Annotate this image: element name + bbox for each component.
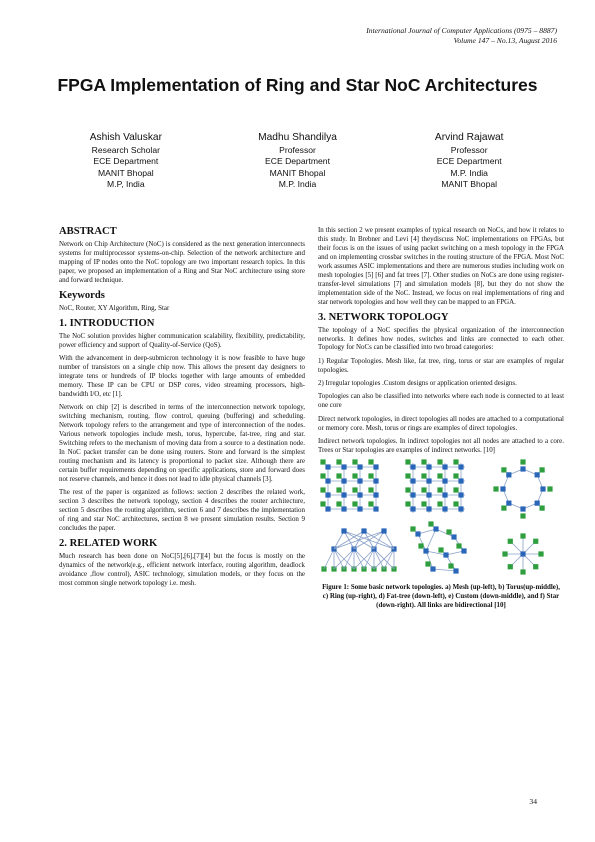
paragraph: Much research has been done on NoC[5],[6],[7][4] but the focus is mostly on the dynamics of the network(e.g., efficient network interface, routing algorithm, deadlock avoidance ,flow control), ASIC technology, simulation models, or they focus on the most common single network topology i.e. mesh.: [59, 551, 305, 587]
ring-core: [501, 468, 506, 473]
torus-switch: [442, 493, 447, 498]
custom-switch: [461, 549, 466, 554]
torus-switch: [442, 465, 447, 470]
star-core: [508, 539, 513, 544]
torus-core: [453, 460, 458, 465]
journal-volume: Volume 147 – No.13, August 2016: [453, 36, 557, 45]
custom-switch: [453, 569, 458, 574]
paragraph: Topologies can also be classified into networks where each node is connected to at least one core: [318, 392, 564, 410]
torus-core: [421, 460, 426, 465]
mesh-core: [368, 460, 373, 465]
custom-link: [418, 529, 436, 534]
ring-switch: [535, 473, 540, 478]
fat-tree-link: [374, 549, 384, 569]
star-core: [533, 564, 538, 569]
paragraph: The rest of the paper is organized as follows: section 2 describes the related work, section 3 describes the network topology, section 4 describes the router architecture, section 5 describes the routing algorithm, section 6 and 7 describes the implementation of ring and star NoC architectures, section 8 we present simulation results. Section 9 concludes the paper.: [59, 488, 305, 532]
fat-tree-link: [334, 549, 344, 569]
ring-core: [520, 514, 525, 519]
custom-switch: [443, 553, 448, 558]
mesh-switch: [357, 493, 362, 498]
custom-core: [448, 564, 453, 569]
right-column: [318, 226, 564, 610]
custom-link: [426, 529, 436, 551]
journal-name: International Journal of Computer Applications (0975 – 8887): [366, 26, 557, 35]
mesh-core: [368, 474, 373, 479]
torus-core: [405, 502, 410, 507]
keywords-heading: Keywords: [59, 289, 105, 301]
torus-core: [421, 474, 426, 479]
custom-core: [410, 527, 415, 532]
mesh-core: [352, 474, 357, 479]
paragraph: The NoC solution provides higher communication scalability, flexibility, predictability, power efficiency and support of Quality-of-Service (QoS).: [59, 331, 305, 349]
abstract-text: Network on Chip Architecture (NoC) is considered as the next generation interconnects systems for multiprocessor systems-on-chip. Selection of the network architecture and mapping of IP nodes onto the NoC topology are two important research topics. In this paper, we proposed an implementation of a Ring and Star NoC architecture using store and forward technique.: [59, 240, 305, 284]
introduction-heading: 1. INTRODUCTION: [59, 317, 155, 329]
torus-core: [405, 460, 410, 465]
fat-tree-switch: [381, 529, 386, 534]
abstract-heading: ABSTRACT: [59, 226, 117, 237]
ring-switch: [535, 501, 540, 506]
mesh-core: [336, 488, 341, 493]
author-affil: ECE Department: [93, 156, 159, 167]
torus-core: [437, 502, 442, 507]
author-affil: MANIT Bhopal: [441, 178, 498, 189]
mesh-switch: [373, 493, 378, 498]
custom-core: [428, 522, 433, 527]
star-core: [520, 570, 525, 575]
mesh-core: [320, 502, 325, 507]
ring-switch: [540, 487, 545, 492]
torus-switch: [458, 507, 463, 512]
custom-switch: [451, 535, 456, 540]
keywords-text: NoC, Router, XY Algorithm, Ring, Star: [59, 303, 170, 312]
author-affil: Professor: [450, 145, 488, 155]
torus-switch: [410, 479, 415, 484]
author-3: [383, 131, 555, 190]
related-work-heading: 2. RELATED WORK: [59, 537, 158, 549]
ring-core: [539, 468, 544, 473]
paragraph: With the advancement in deep-submicron technology it is now feasible to have huge number of transistors on a single chip now. This allows the present day designers to integrate tens or hundreds of IP blocks together with large amounts of embedded memory. These IP can be CPU or DSP cores, video streaming processors, high-bandwidth I/O, etc [1].: [59, 354, 305, 398]
mesh-switch: [325, 493, 330, 498]
paragraph: Network on chip [2] is described in terms of the interconnection network topology, switching mechanism, routing, flow control, queuing (buffering) and scheduling. Network topology refers to the arrangement and type of interconnection of the nodes. Various network topologies include mesh, torus, hypercube, fat-tree, ring and star. Switching refers to the mechanism of moving data from a source to a destination node. In NoC packet transfer can be done using routers. Store and forward is the simplest routing mechanism and its latency is proportional to packet size. Although there are certain buffer requirements depending on specific applications, store and forward does not reserve channels, and hence it does not lead to idle physical channels [3].: [59, 403, 305, 483]
mesh-core: [368, 488, 373, 493]
paragraph: 1) Regular Topologies. Mesh like, fat tree, ring, torus or star are examples of regular topologies.: [318, 356, 564, 374]
figure-caption: Figure 1: Some basic network topologies. a) Mesh (up-left), b) Torus(up-middle), c) Ring (up-right), d) Fat-tree (down-left), e) Custom (down-middle), and f) Star (down-right). All links are bidirectional [10]: [322, 583, 560, 610]
ring-switch: [520, 507, 525, 512]
mesh-switch: [325, 507, 330, 512]
torus-core: [437, 488, 442, 493]
author-affil: M.P. India: [450, 167, 488, 178]
fat-tree-link: [344, 549, 354, 569]
custom-core: [438, 548, 443, 553]
torus-core: [421, 502, 426, 507]
torus-switch: [410, 493, 415, 498]
custom-link: [433, 569, 456, 571]
mesh-core: [352, 460, 357, 465]
author-affil: Research Scholar: [91, 145, 160, 155]
star-core: [502, 552, 507, 557]
author-name: Madhu Shandilya: [258, 132, 337, 143]
fat-tree-switch: [361, 529, 366, 534]
figure-1: [318, 459, 564, 579]
mesh-switch: [325, 479, 330, 484]
mesh-switch: [325, 465, 330, 470]
author-1: [40, 131, 212, 190]
paragraph: In this section 2 we present examples of typical research on NoCs, and how it relates to this study. In Brebner and Levi [4] theydiscuss NoC implementations on FPGAs, but their focus is on the issues of using packet switching on a mesh topology in the FPGA and on implementing crossbar switches in the routing structure of the FPGA. Most NoC work assumes ASIC implementations and there are numerous studies including work on mesh topologies [5] [6] and fat trees [7]. Other studies on NoCs are done using register-transfer-level simulations [7] and simulation models [8], but they do not show the implementation side of the NoC. Instead, we focus on real implementations of ring and star network topologies and how well they can be mapped to an FPGA.: [318, 226, 564, 306]
ring-core: [539, 506, 544, 511]
star-hub: [520, 552, 525, 557]
fat-tree-link: [364, 549, 374, 569]
ring-switch: [506, 473, 511, 478]
mesh-core: [320, 474, 325, 479]
torus-core: [453, 488, 458, 493]
ring-switch: [506, 501, 511, 506]
custom-switch: [430, 567, 435, 572]
mesh-core: [320, 488, 325, 493]
ring-core: [520, 460, 525, 465]
custom-core: [446, 530, 451, 535]
mesh-core: [336, 474, 341, 479]
torus-switch: [442, 507, 447, 512]
custom-switch: [415, 532, 420, 537]
author-name: Ashish Valuskar: [89, 132, 162, 143]
ring-switch: [500, 487, 505, 492]
ring-core: [547, 487, 552, 492]
torus-switch: [410, 507, 415, 512]
star-core: [533, 539, 538, 544]
mesh-switch: [357, 479, 362, 484]
author-affil: ECE Department: [436, 156, 502, 167]
mesh-core: [352, 488, 357, 493]
torus-core: [405, 488, 410, 493]
journal-header: [366, 26, 557, 46]
torus-switch: [426, 479, 431, 484]
star-core: [508, 564, 513, 569]
fat-tree-link: [354, 549, 364, 569]
torus-switch: [426, 507, 431, 512]
torus-core: [437, 474, 442, 479]
fat-tree-link: [324, 549, 334, 569]
author-affil: MANIT Bhopal: [97, 167, 154, 178]
fat-tree-switch: [341, 529, 346, 534]
star-core: [520, 534, 525, 539]
mesh-core: [320, 460, 325, 465]
torus-core: [437, 460, 442, 465]
mesh-switch: [341, 493, 346, 498]
author-2: [212, 131, 384, 190]
paper-title: FPGA Implementation of Ring and Star NoC Architectures: [57, 75, 538, 95]
mesh-switch: [357, 507, 362, 512]
torus-core: [453, 502, 458, 507]
torus-core: [421, 488, 426, 493]
paragraph: Direct network topologies, in direct topologies all nodes are attached to a computational or memory core. Mesh, torus or rings are examples of direct topologies.: [318, 414, 564, 432]
ring-switch: [520, 467, 525, 472]
mesh-switch: [341, 465, 346, 470]
author-affil: M.P, India: [107, 178, 145, 189]
custom-link: [446, 551, 464, 555]
network-topologies-figure: [318, 459, 564, 579]
mesh-core: [336, 460, 341, 465]
fat-tree-link: [384, 549, 394, 569]
torus-switch: [442, 479, 447, 484]
paragraph: Indirect network topologies. In indirect topologies not all nodes are attached to a core. Trees or Star topologies are examples of indirect networks. [10]: [318, 437, 564, 455]
ring-core: [501, 506, 506, 511]
mesh-switch: [373, 479, 378, 484]
mesh-switch: [357, 465, 362, 470]
custom-core: [425, 562, 430, 567]
author-name: Arvind Rajawat: [434, 132, 504, 143]
torus-switch: [426, 465, 431, 470]
custom-core: [456, 544, 461, 549]
mesh-core: [352, 502, 357, 507]
torus-switch: [426, 493, 431, 498]
mesh-switch: [373, 507, 378, 512]
author-affil: M.P. India: [278, 178, 317, 189]
torus-core: [453, 474, 458, 479]
mesh-switch: [373, 465, 378, 470]
paragraph: The topology of a NoC specifies the physical organization of the interconnection networks. It defines how nodes, switches and links are connected to each other. Topology for NoCs can be classified into two broad categories:: [318, 325, 564, 352]
ring-core: [493, 487, 498, 492]
network-topology-heading: 3. NETWORK TOPOLOGY: [318, 311, 449, 323]
mesh-switch: [341, 507, 346, 512]
custom-core: [418, 544, 423, 549]
torus-core: [405, 474, 410, 479]
mesh-switch: [341, 479, 346, 484]
author-affil: ECE Department: [265, 156, 330, 167]
star-core: [538, 552, 543, 557]
torus-switch: [458, 479, 463, 484]
custom-switch: [433, 527, 438, 532]
mesh-core: [336, 502, 341, 507]
custom-switch: [423, 549, 428, 554]
torus-switch: [458, 465, 463, 470]
paragraph: 2) Irregular topologies .Custom designs or application oriented designs.: [318, 379, 517, 388]
left-column: [59, 226, 305, 592]
author-affil: MANIT Bhopal: [269, 167, 326, 178]
torus-switch: [410, 465, 415, 470]
author-block: [40, 131, 555, 190]
author-affil: Professor: [279, 145, 316, 155]
page-number: 34: [529, 797, 537, 806]
torus-switch: [458, 493, 463, 498]
mesh-core: [368, 502, 373, 507]
